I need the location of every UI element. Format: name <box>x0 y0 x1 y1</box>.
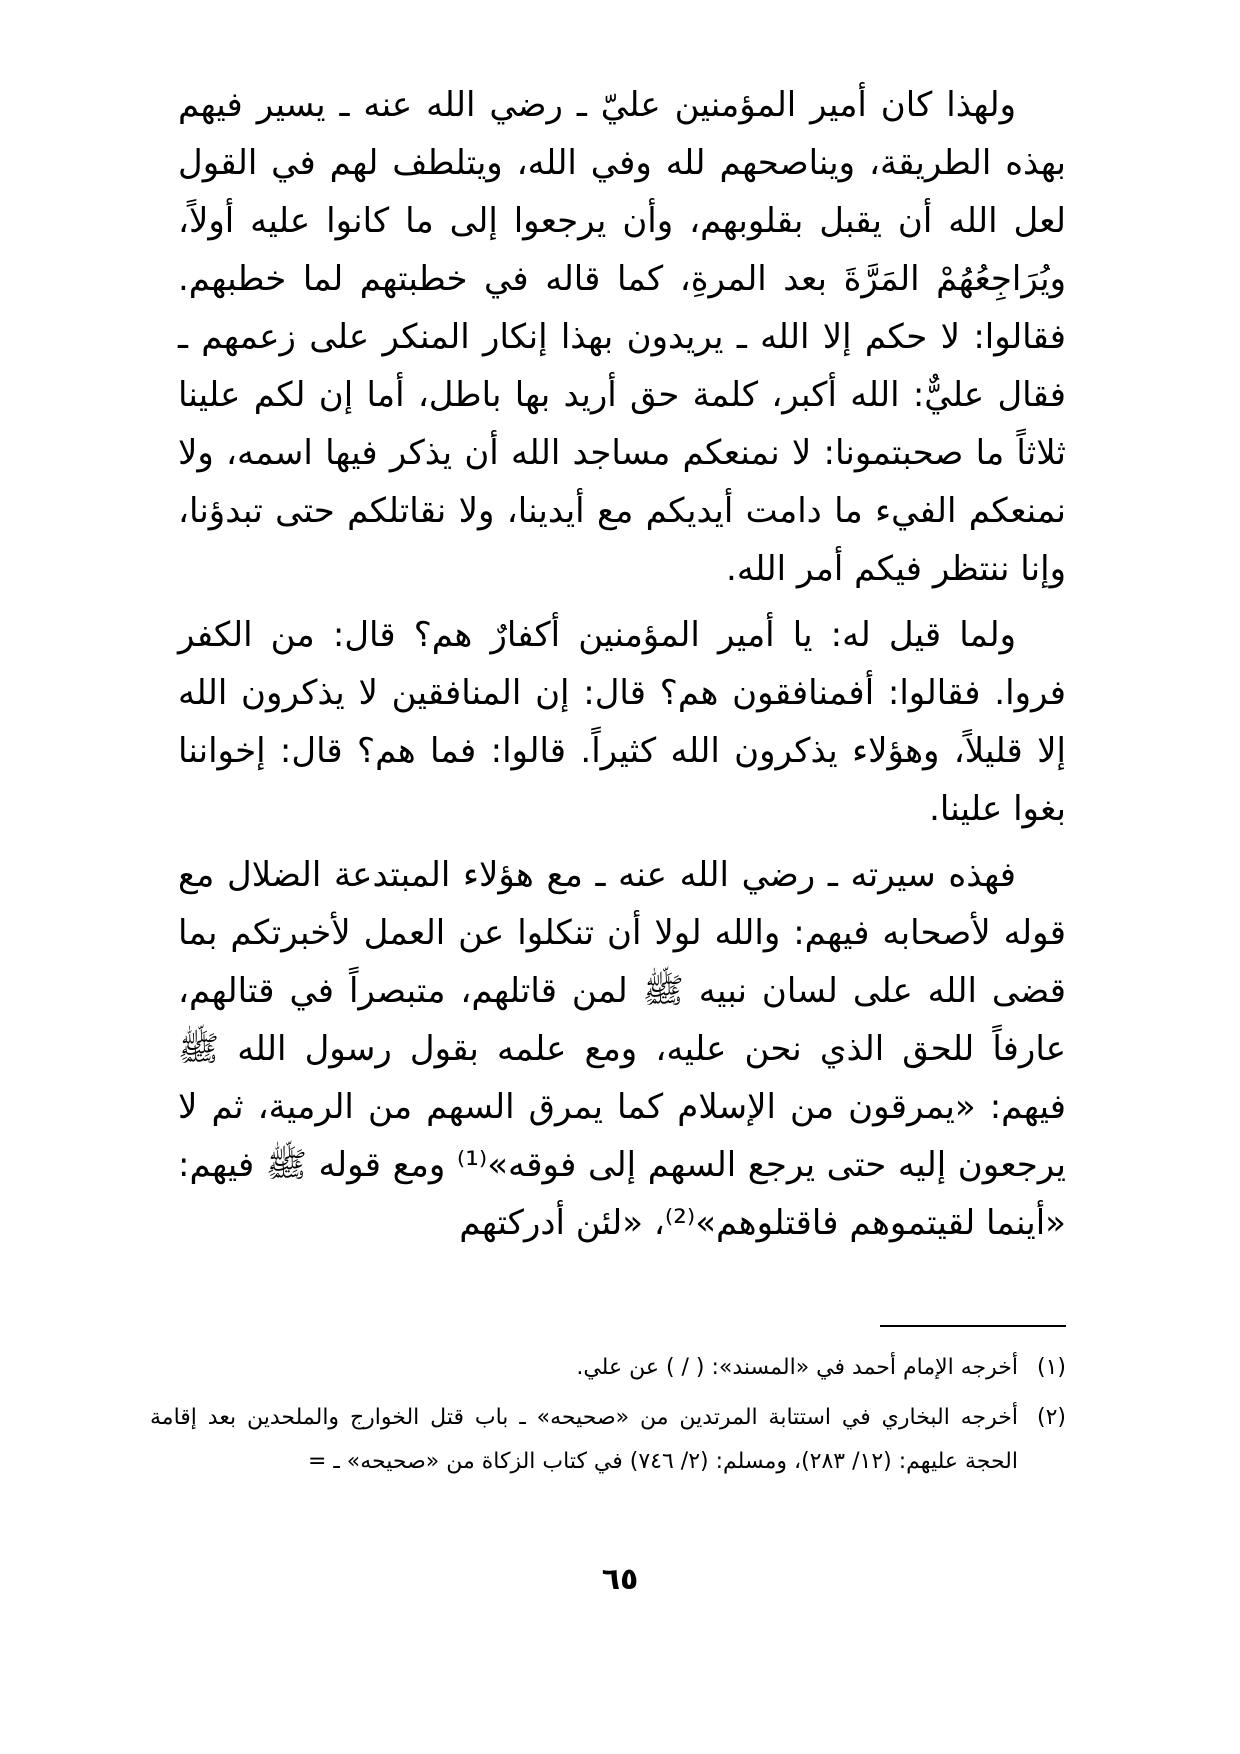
footnote-number: (٢) <box>1036 1405 1066 1430</box>
footnotes <box>150 1346 1066 1490</box>
footnote-2 <box>150 1396 1066 1484</box>
paragraph-2: ولما قيل له: يا أمير المؤمنين أكفارٌ هم؟ قال: من الكفر فروا. فقالوا: أفمنافقون هم؟ قال: إن المنافقين لا يذكرون الله إلا قليلاً، وهؤلاء يذكرون الله كثيراً. قالوا: فما هم؟ قال: إخواننا بغوا علينا. <box>178 615 1066 829</box>
paragraph-3: فهذه سيرته ـ رضي الله عنه ـ مع هؤلاء المبتدعة الضلال مع قوله لأصحابه فيهم: والله لولا أن تنكلوا عن العمل لأخبرتكم بما قضى الله على لسان نبيه ﷺ لمن قاتلهم، متبصراً في قتالهم، عارفاً للحق الذي نحن عليه، ومع علمه بقول رسول الله ﷺ فيهم: «يمرقون من الإسلام كما يمرق السهم من الرمية، ثم لا يرجعون إليه حتى يرجع السهم إلى فوقه»⁽¹⁾ ومع قوله ﷺ فيهم: «أينما لقيتموهم فاقتلوهم»⁽²⁾، «لئن أدركتهم <box>178 855 1066 1243</box>
page-number: ٦٥ <box>601 1562 639 1597</box>
footnote-1 <box>150 1346 1066 1390</box>
footnote-text: أخرجه البخاري في استتابة المرتدين من «صحيحه» ـ باب قتل الخوارج والملحدين بعد إقامة الحجة عليهم: (١٢/ ٢٨٣)، ومسلم: (٢/ ٧٤٦) في كتاب الزكاة من «صحيحه» ـ = <box>150 1405 1018 1474</box>
footnote-number: (١) <box>1036 1355 1066 1380</box>
main-text <box>178 76 1066 1252</box>
footnote-text: أخرجه الإمام أحمد في «المسند»: ( / ) عن علي. <box>576 1355 1018 1380</box>
footnote-separator <box>880 1325 1066 1327</box>
paragraph-1: ولهذا كان أمير المؤمنين عليّ ـ رضي الله عنه ـ يسير فيهم بهذه الطريقة، ويناصحهم لله وفي الله، ويتلطف لهم في القول لعل الله أن يقبل بقلوبهم، وأن يرجعوا إلى ما كانوا عليه أولاً، ويُرَاجِعُهُمْ المَرَّةَ بعد المرةِ، كما قاله في خطبتهم لما خطبهم. فقالوا: لا حكم إلا الله ـ يريدون بهذا إنكار المنكر على زعمهم ـ فقال عليٌّ: الله أكبر، كلمة حق أريد بها باطل، أما إن لكم علينا ثلاثاً ما صحبتمونا: لا نمنعكم مساجد الله أن يذكر فيها اسمه، ولا نمنعكم الفيء ما دامت أيديكم مع أيدينا، ولا نقاتلكم حتى تبدؤنا، وإنا ننتظر فيكم أمر الله. <box>178 85 1066 589</box>
